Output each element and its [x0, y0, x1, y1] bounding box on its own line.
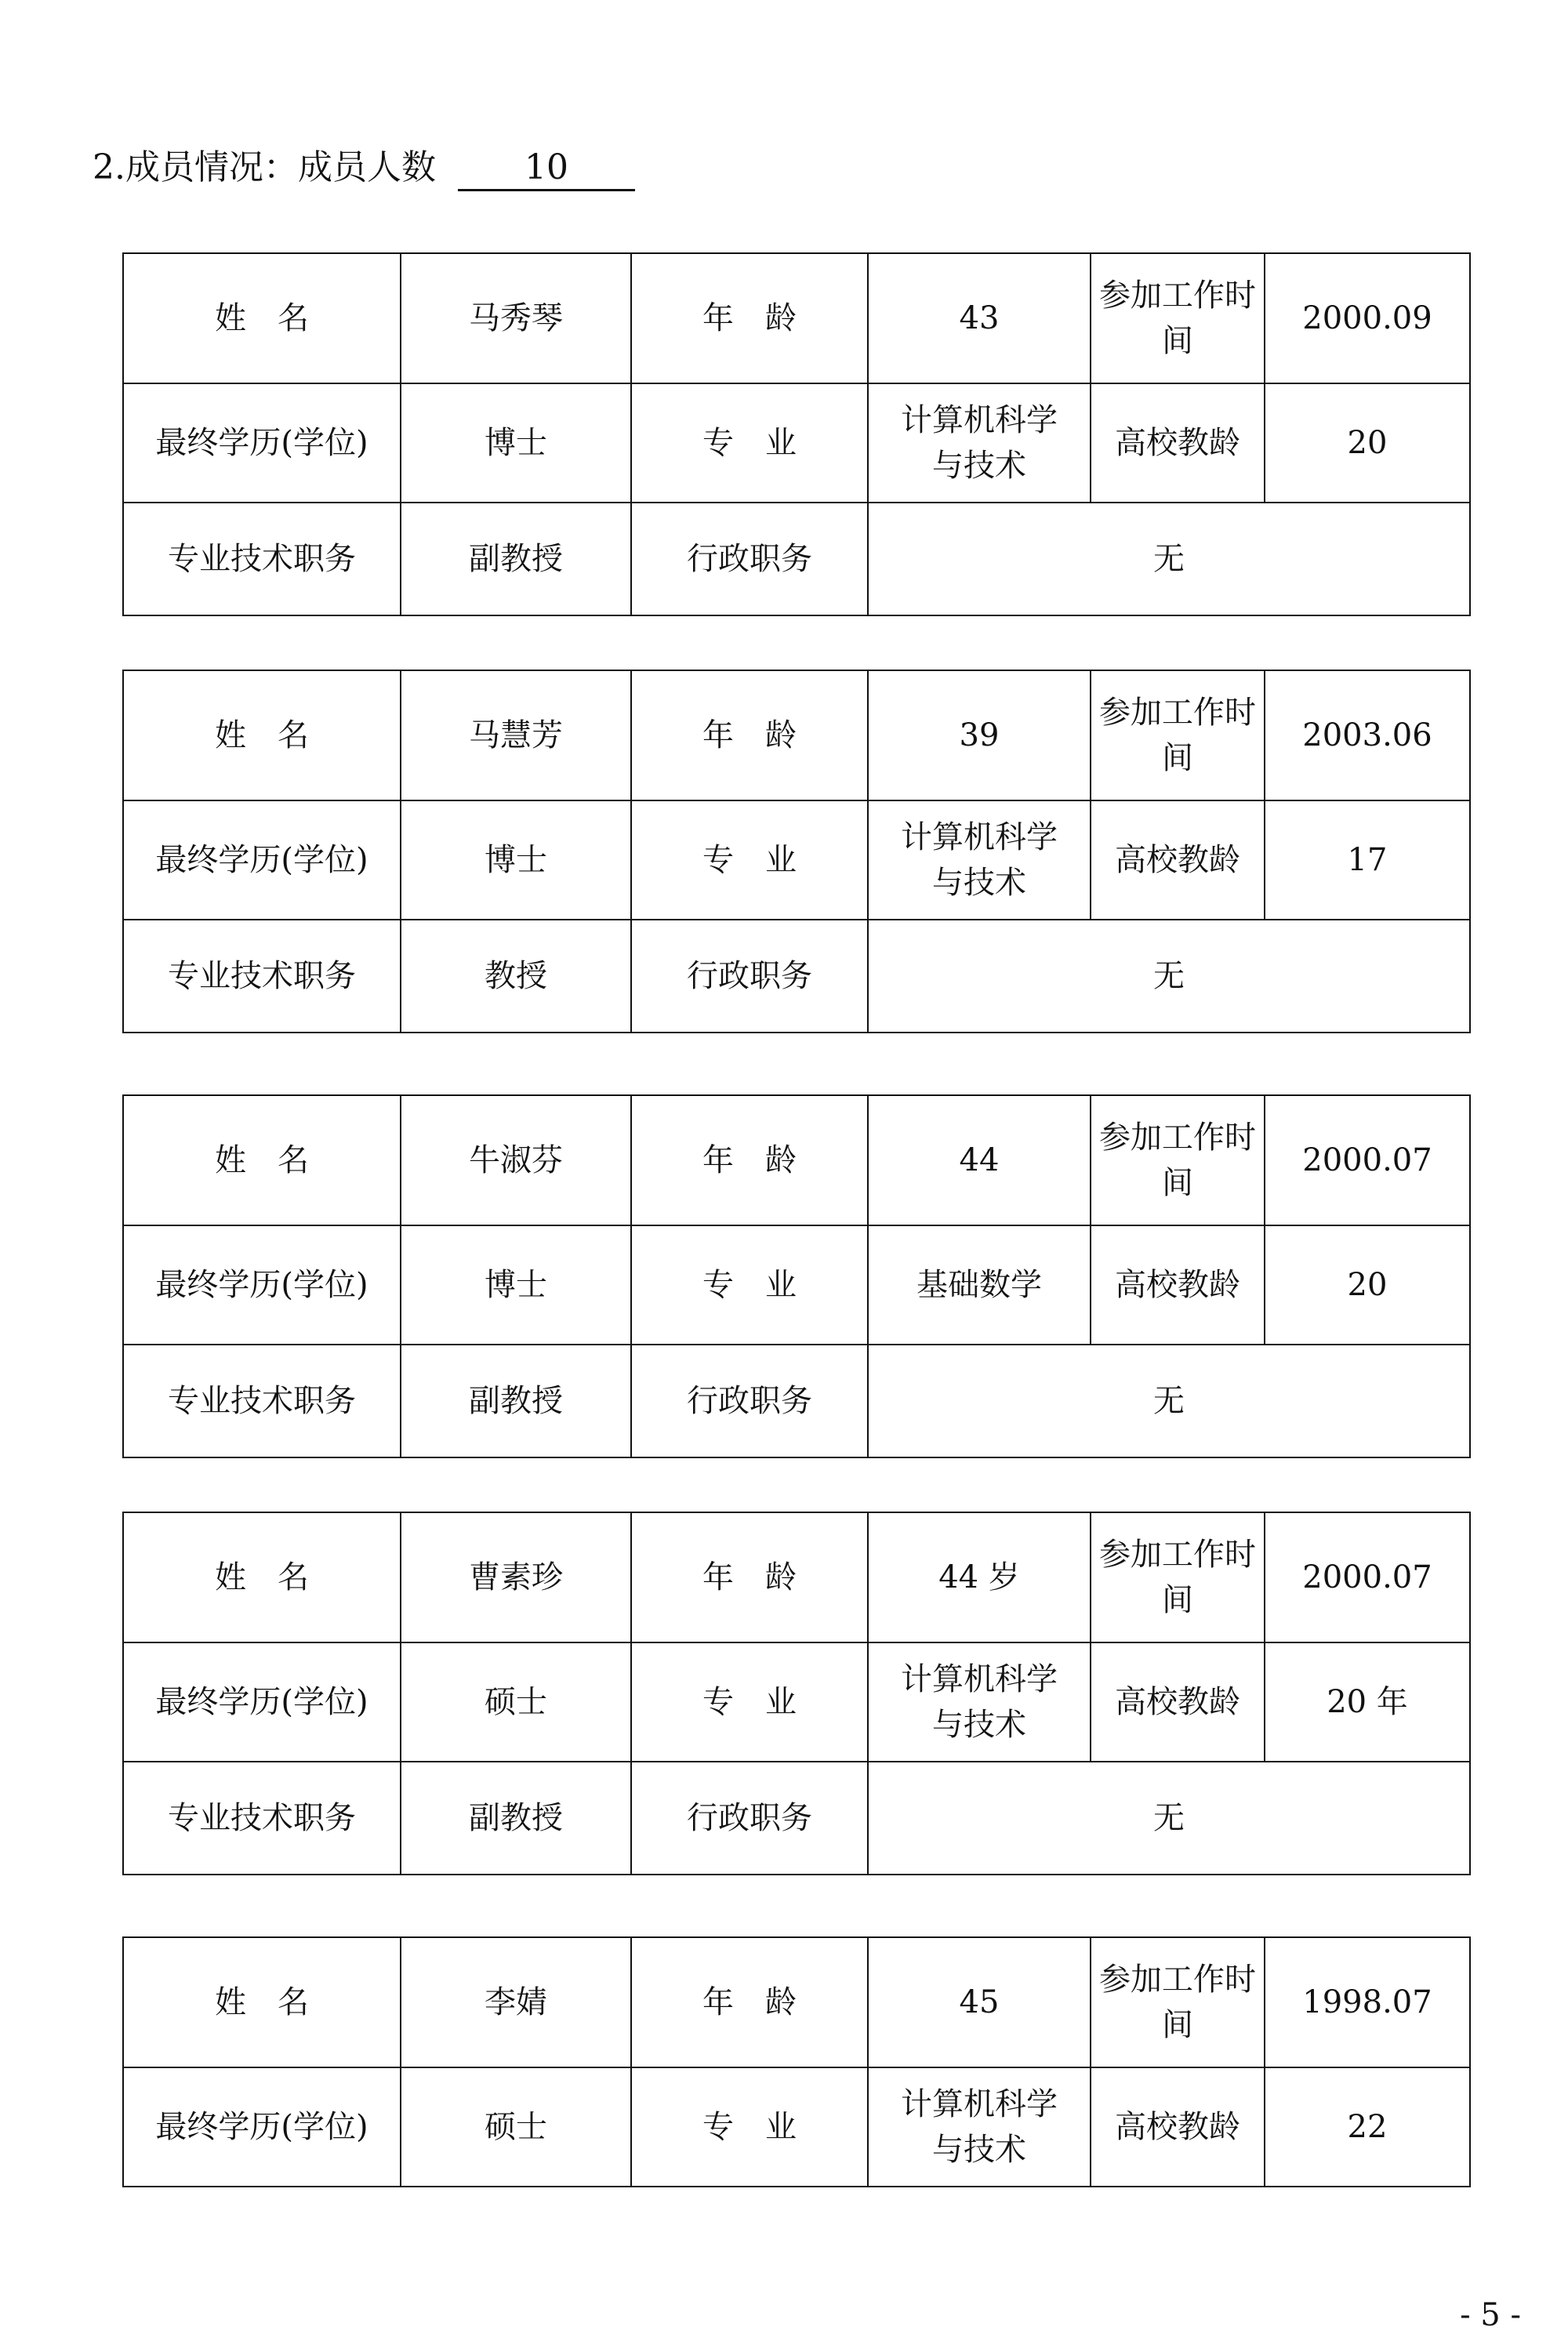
education-value: 博士 — [401, 800, 631, 920]
major-label: 专 业 — [631, 2067, 868, 2187]
admin-post-label: 行政职务 — [631, 1345, 868, 1457]
start-work-value: 2000.07 — [1265, 1095, 1470, 1225]
age-value: 39 — [868, 670, 1091, 800]
teaching-years-label: 高校教龄 — [1091, 383, 1265, 503]
teaching-years-value: 20 年 — [1265, 1642, 1470, 1762]
major-label: 专 业 — [631, 1642, 868, 1762]
title-value: 副教授 — [401, 1762, 631, 1875]
title-value: 副教授 — [401, 1345, 631, 1457]
start-work-label: 参加工作时间 — [1091, 1095, 1265, 1225]
name-label: 姓 名 — [123, 670, 401, 800]
education-label: 最终学历(学位) — [123, 800, 401, 920]
education-label: 最终学历(学位) — [123, 1642, 401, 1762]
major-value: 计算机科学与技术 — [868, 2067, 1091, 2187]
section-heading — [93, 143, 635, 193]
name-value: 马慧芳 — [401, 670, 631, 800]
admin-post-label: 行政职务 — [631, 920, 868, 1033]
start-work-label: 参加工作时间 — [1091, 1937, 1265, 2067]
major-value: 计算机科学与技术 — [868, 1642, 1091, 1762]
table-row — [123, 1762, 1470, 1875]
table-row — [123, 1095, 1470, 1225]
major-label: 专 业 — [631, 800, 868, 920]
name-label: 姓 名 — [123, 1512, 401, 1642]
education-value: 博士 — [401, 383, 631, 503]
education-value: 硕士 — [401, 2067, 631, 2187]
admin-post-value: 无 — [868, 1345, 1470, 1457]
age-value: 44 — [868, 1095, 1091, 1225]
name-label: 姓 名 — [123, 253, 401, 383]
age-value: 44 岁 — [868, 1512, 1091, 1642]
teaching-years-label: 高校教龄 — [1091, 1642, 1265, 1762]
age-label: 年 龄 — [631, 1937, 868, 2067]
table-row — [123, 1225, 1470, 1345]
table-row — [123, 1345, 1470, 1457]
page-number: - 5 - — [1460, 2297, 1521, 2333]
admin-post-label: 行政职务 — [631, 503, 868, 615]
title-label: 专业技术职务 — [123, 503, 401, 615]
major-value: 计算机科学与技术 — [868, 800, 1091, 920]
start-work-value: 1998.07 — [1265, 1937, 1470, 2067]
teaching-years-label: 高校教龄 — [1091, 2067, 1265, 2187]
major-label: 专 业 — [631, 1225, 868, 1345]
admin-post-value: 无 — [868, 920, 1470, 1033]
start-work-value: 2000.07 — [1265, 1512, 1470, 1642]
table-row — [123, 1937, 1470, 2067]
major-value: 基础数学 — [868, 1225, 1091, 1345]
title-label: 专业技术职务 — [123, 1762, 401, 1875]
table-row — [123, 383, 1470, 503]
name-label: 姓 名 — [123, 1937, 401, 2067]
name-value: 曹素珍 — [401, 1512, 631, 1642]
major-label: 专 业 — [631, 383, 868, 503]
teaching-years-value: 20 — [1265, 1225, 1470, 1345]
education-value: 博士 — [401, 1225, 631, 1345]
education-value: 硕士 — [401, 1642, 631, 1762]
start-work-label: 参加工作时间 — [1091, 253, 1265, 383]
table-row — [123, 2067, 1470, 2187]
member-count: 10 — [458, 147, 635, 191]
name-label: 姓 名 — [123, 1095, 401, 1225]
admin-post-value: 无 — [868, 1762, 1470, 1875]
table-row — [123, 1512, 1470, 1642]
start-work-value: 2003.06 — [1265, 670, 1470, 800]
start-work-value: 2000.09 — [1265, 253, 1470, 383]
member-table — [122, 670, 1471, 1033]
name-value: 李婧 — [401, 1937, 631, 2067]
age-label: 年 龄 — [631, 1512, 868, 1642]
start-work-label: 参加工作时间 — [1091, 670, 1265, 800]
education-label: 最终学历(学位) — [123, 383, 401, 503]
age-label: 年 龄 — [631, 670, 868, 800]
admin-post-value: 无 — [868, 503, 1470, 615]
teaching-years-value: 17 — [1265, 800, 1470, 920]
education-label: 最终学历(学位) — [123, 2067, 401, 2187]
title-label: 专业技术职务 — [123, 1345, 401, 1457]
teaching-years-label: 高校教龄 — [1091, 1225, 1265, 1345]
table-row — [123, 503, 1470, 615]
table-row — [123, 1642, 1470, 1762]
major-value: 计算机科学与技术 — [868, 383, 1091, 503]
teaching-years-value: 20 — [1265, 383, 1470, 503]
teaching-years-label: 高校教龄 — [1091, 800, 1265, 920]
age-value: 43 — [868, 253, 1091, 383]
admin-post-label: 行政职务 — [631, 1762, 868, 1875]
start-work-label: 参加工作时间 — [1091, 1512, 1265, 1642]
heading-label: 2.成员情况：成员人数 — [93, 147, 436, 187]
table-row — [123, 800, 1470, 920]
age-label: 年 龄 — [631, 253, 868, 383]
table-row — [123, 920, 1470, 1033]
table-row — [123, 253, 1470, 383]
member-table — [122, 1936, 1471, 2187]
education-label: 最终学历(学位) — [123, 1225, 401, 1345]
table-row — [123, 670, 1470, 800]
age-label: 年 龄 — [631, 1095, 868, 1225]
member-table — [122, 1094, 1471, 1458]
title-value: 教授 — [401, 920, 631, 1033]
title-value: 副教授 — [401, 503, 631, 615]
age-value: 45 — [868, 1937, 1091, 2067]
title-label: 专业技术职务 — [123, 920, 401, 1033]
teaching-years-value: 22 — [1265, 2067, 1470, 2187]
name-value: 牛淑芬 — [401, 1095, 631, 1225]
member-table — [122, 1512, 1471, 1875]
member-table — [122, 252, 1471, 616]
name-value: 马秀琴 — [401, 253, 631, 383]
